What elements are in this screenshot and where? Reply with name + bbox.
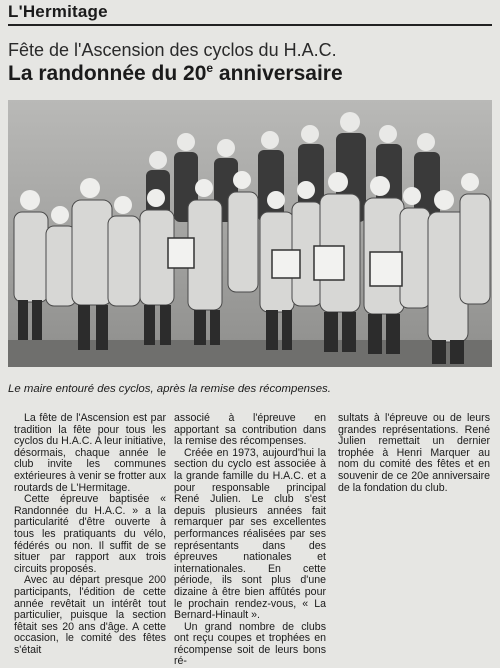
section-rule xyxy=(8,24,492,26)
group-photo-image xyxy=(8,100,492,367)
column-1 xyxy=(14,413,166,656)
headline-part2: anniversaire xyxy=(213,62,343,85)
headline-part1: La randonnée du 20 xyxy=(8,62,207,85)
column-2 xyxy=(174,413,326,668)
paragraph: Créée en 1973, aujourd'hui la section du cyclo est associée à la grande famille du H.A.C. et a pour responsable principal René Julien. Le club s'est depuis plusieurs années fait remarquer par ses excellentes performances réalisées par ses représentants dans des épreuves nationales et internationales. En cette période, ils sont plus d'une dizaine à être bien affûtés pour le prochain rendez-vous, « La Bernard-Hinault ». xyxy=(174,446,326,622)
headline xyxy=(8,61,343,86)
headline-superscript: e xyxy=(206,61,214,75)
paragraph: La fête de l'Ascension est par tradition la fête pour tous les cyclos du H.A.C. A leur initiative, désormais, chaque année le club invite les communes extérieures à venir se frotter aux routards de L'Hermitage. xyxy=(14,412,166,494)
paragraph: sultats à l'épreuve ou de leurs grandes représentations. René Julien remettait un dernier trophée à Henri Marquer au nom du comité des fêtes et en souvenir de ce 20e anniversaire de la fondation du club. xyxy=(338,412,490,494)
paragraph: Avec au départ presque 200 participants, l'édition de cette année revêtait un intérêt tout particulier, puisque la section fêtait ses 20 ans d'âge. A cette occasion, le comité des fêtes s'était xyxy=(14,574,166,656)
column-3 xyxy=(338,413,490,494)
photo-caption: Le maire entouré des cyclos, après la remise des récompenses. xyxy=(8,383,331,395)
section-title: L'Hermitage xyxy=(8,2,108,21)
paragraph: Un grand nombre de clubs ont reçu coupes et trophées en récompense soit de leurs bons ré- xyxy=(174,620,326,668)
kicker: Fête de l'Ascension des cyclos du H.A.C. xyxy=(8,40,337,60)
article-body xyxy=(8,412,492,668)
paragraph: Cette épreuve baptisée « Randonnée du H.A.C. » a la particularité d'être ouverte à tous les pratiquants du vélo, fédérés ou non. Il suffit de se situer par rapport aux trois circuits proposés. xyxy=(14,493,166,575)
group-photo xyxy=(8,100,492,367)
paragraph: associé à l'épreuve en apportant sa contribution dans la remise des récompenses. xyxy=(174,412,326,448)
